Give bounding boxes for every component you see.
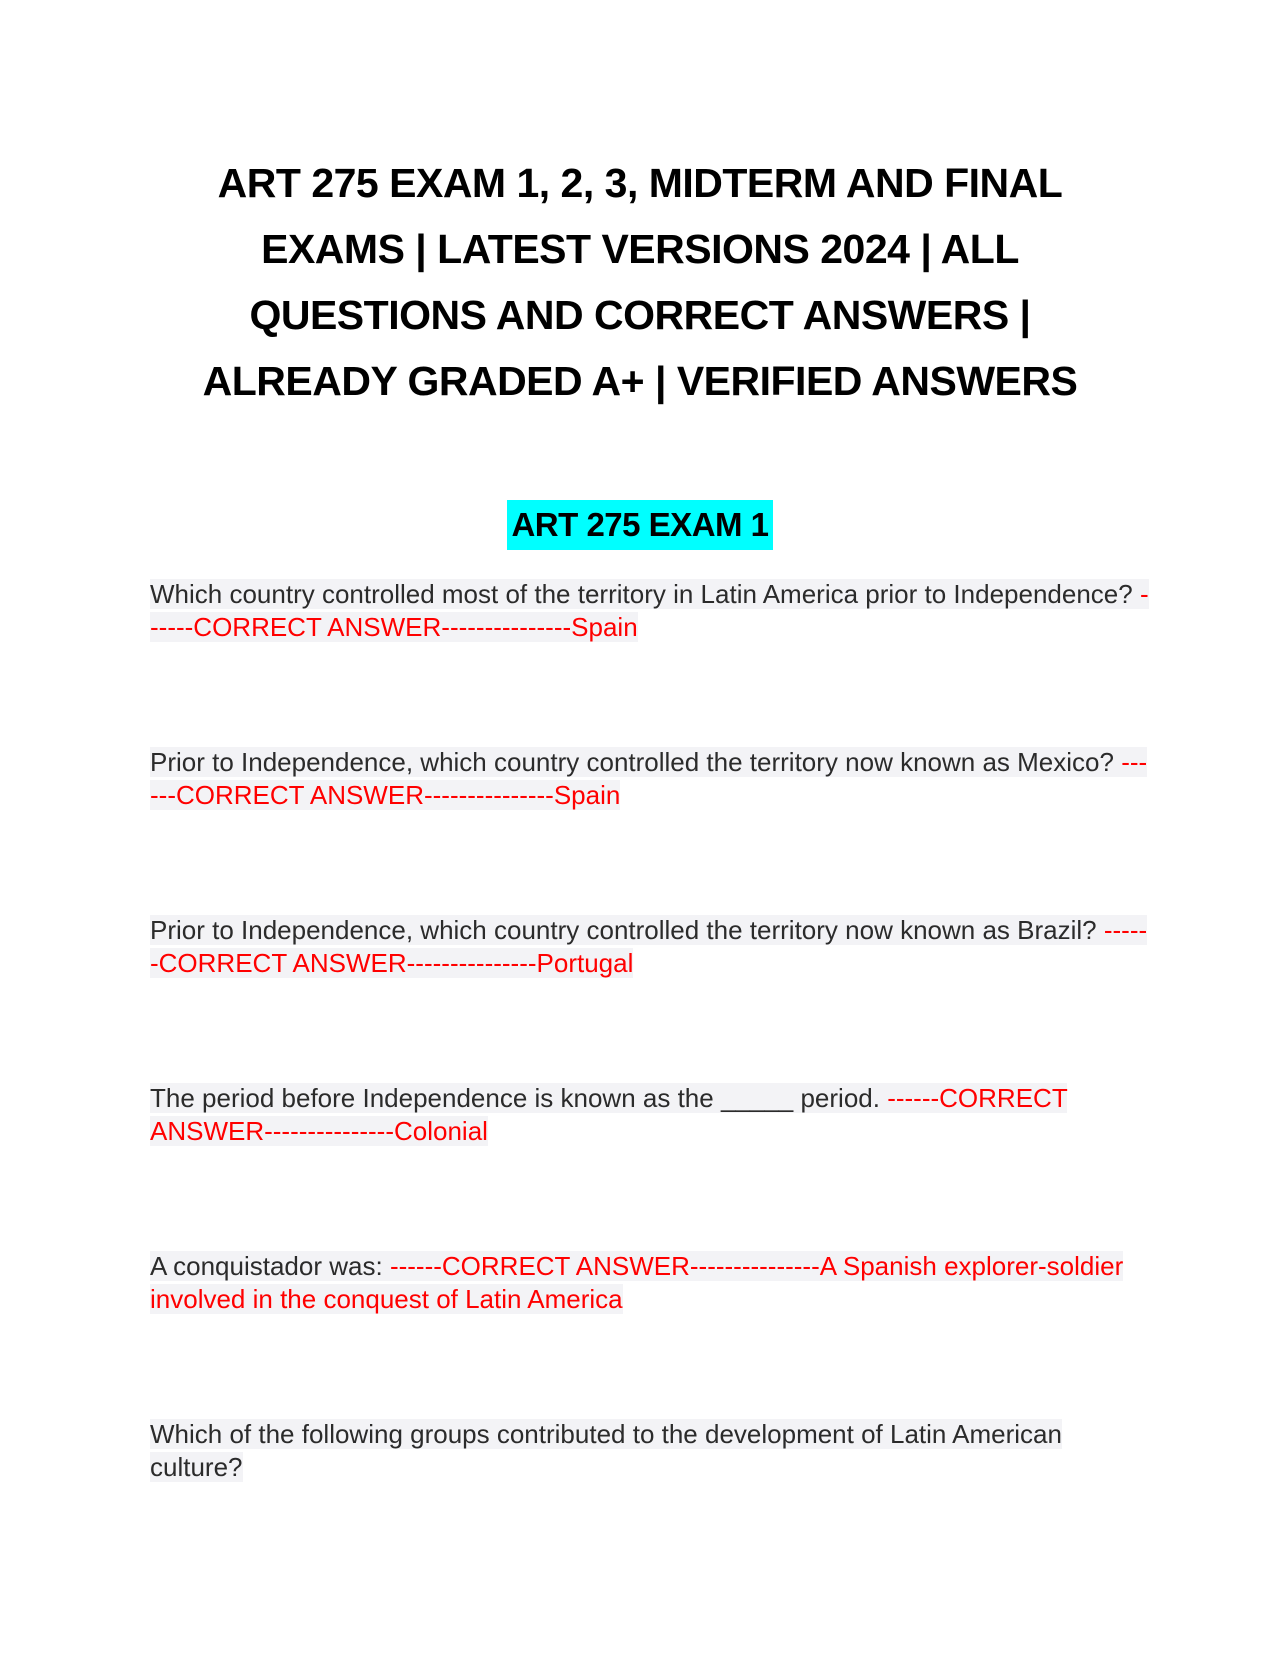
question-text: Prior to Independence, which country controlled the territory now known as Brazil? <box>150 915 1097 945</box>
qa-item-6 <box>150 1418 1150 1484</box>
qa-item-6-highlight <box>150 1419 1062 1482</box>
question-text: A conquistador was: <box>150 1251 383 1281</box>
answer-text: ------CORRECT ANSWER---------------A Spanish explorer-soldier involved in the conquest of Latin America <box>150 1251 1124 1314</box>
question-text: The period before Independence is known as the _____ period. <box>150 1083 880 1113</box>
section-heading-text: ART 275 EXAM 1 <box>507 500 772 550</box>
qa-item-3 <box>150 914 1150 980</box>
document-title <box>140 150 1140 414</box>
answer-text: ------CORRECT ANSWER---------------Spain <box>150 579 1149 642</box>
title-line-3: QUESTIONS AND CORRECT ANSWERS | <box>249 292 1031 338</box>
answer-text: ------CORRECT ANSWER---------------Colonial <box>150 1083 1068 1146</box>
qa-item-3-highlight <box>150 915 1147 978</box>
question-text: Prior to Independence, which country controlled the territory now known as Mexico? <box>150 747 1114 777</box>
qa-item-4 <box>150 1082 1150 1148</box>
section-heading <box>0 500 1280 550</box>
answer-text: ------CORRECT ANSWER---------------Portugal <box>150 915 1148 978</box>
question-text: Which of the following groups contributed to the development of Latin American culture? <box>150 1419 1062 1482</box>
qa-item-1 <box>150 578 1150 644</box>
answer-text: ------CORRECT ANSWER---------------Spain <box>150 747 1148 810</box>
title-line-2: EXAMS | LATEST VERSIONS 2024 | ALL <box>261 226 1019 272</box>
title-line-1: ART 275 EXAM 1, 2, 3, MIDTERM AND FINAL <box>217 160 1063 206</box>
question-text: Which country controlled most of the territory in Latin America prior to Independence? <box>150 579 1133 609</box>
title-line-4: ALREADY GRADED A+ | VERIFIED ANSWERS <box>202 358 1078 404</box>
qa-item-4-highlight <box>150 1083 1067 1146</box>
qa-item-5-highlight <box>150 1251 1123 1314</box>
qa-item-2 <box>150 746 1150 812</box>
qa-item-5 <box>150 1250 1150 1316</box>
qa-item-2-highlight <box>150 747 1147 810</box>
qa-item-1-highlight <box>150 579 1149 642</box>
